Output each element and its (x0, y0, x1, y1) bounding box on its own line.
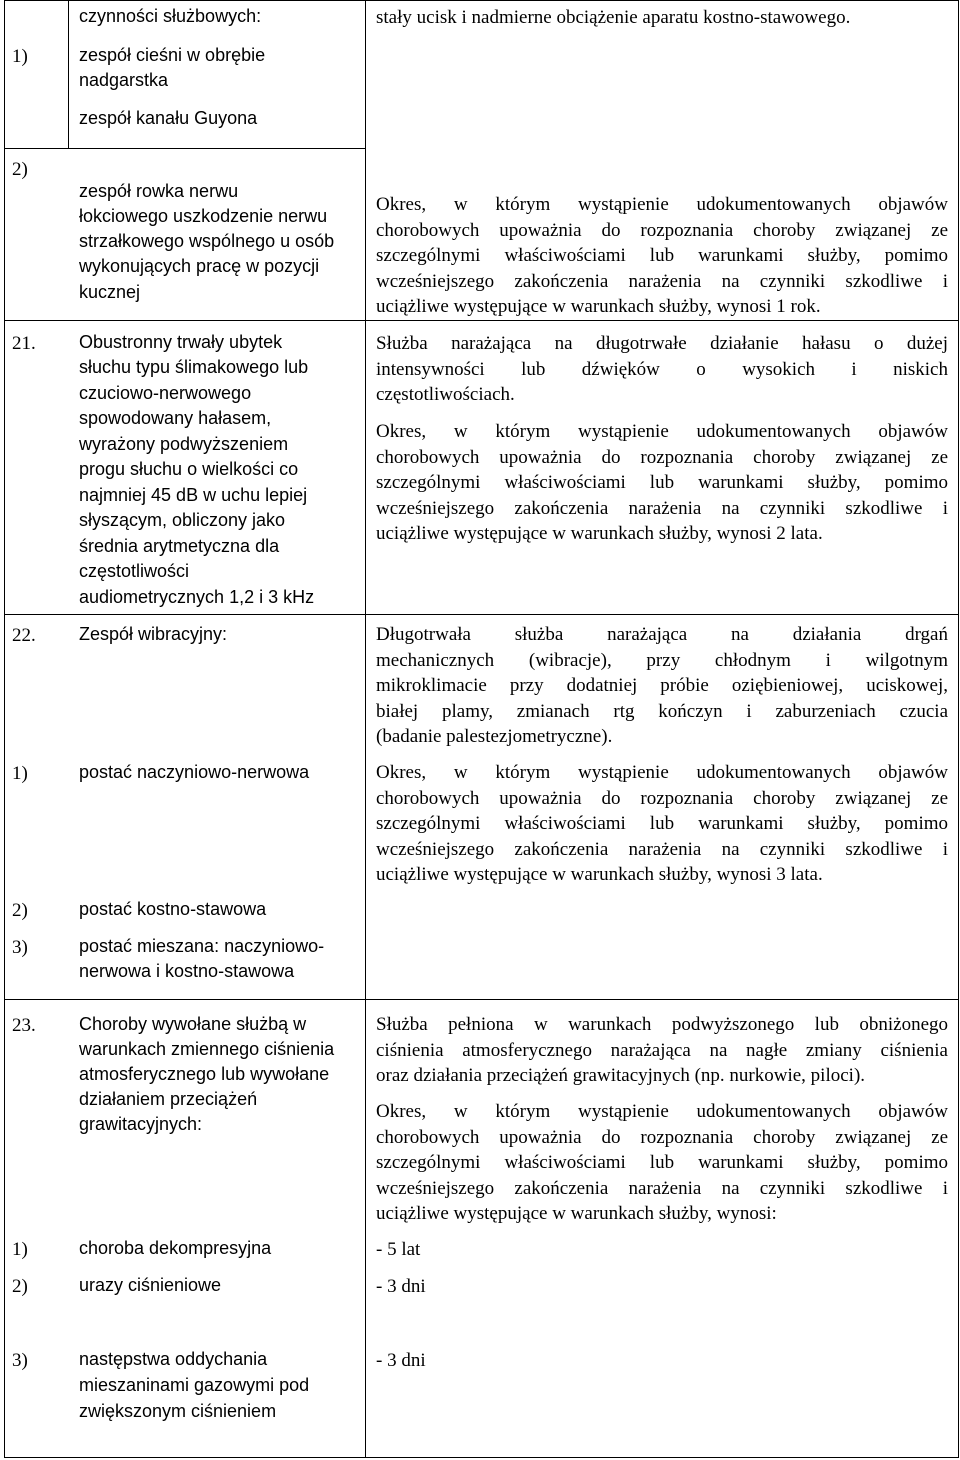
subitem-name: postać kostno-stawowa (79, 899, 267, 919)
condition-continuation: stały ucisk i nadmierne obciążenie aparatu kostno-stawowego. (376, 7, 851, 28)
disease-name: Zespół wibracyjny: (79, 624, 228, 644)
subitem-number: 1) (12, 763, 28, 784)
disease-name: słyszącym, obliczony jako (79, 510, 286, 530)
table-border-left (4, 0, 5, 1458)
disease-name: najmniej 45 dB w uchu lepiej (79, 485, 308, 505)
period-paragraph: Okres, w którym wystąpienie udokumentowanych objawów chorobowych upoważnia do rozpoznania choroby związanej ze szczególnymi właściwościami lub warunkami służby, pomimo wcześniejszego zakończenia narażenia na czynniki szkodliwe i uciążliwe występujące w warunkach służby, wynosi 2 lata. (376, 421, 948, 545)
subitem-name: zespół cieśni w obrębie (79, 45, 266, 65)
subitem-number: 2) (12, 159, 28, 180)
disease-name: audiometrycznych 1,2 i 3 kHz (79, 587, 315, 607)
disease-name: spowodowany hałasem, (79, 408, 272, 428)
subitem-number: 2) (12, 1276, 28, 1297)
table-border-top (4, 0, 959, 1)
column-divider-number (68, 0, 69, 148)
subitem-name: wykonujących pracę w pozycji (79, 256, 320, 276)
disease-name: działaniem przeciążeń (79, 1089, 258, 1109)
disease-name: warunkach zmiennego ciśnienia (79, 1039, 335, 1059)
subitem-name: zwiększonym ciśnieniem (79, 1401, 277, 1421)
subitem-name: choroba dekompresyjna (79, 1238, 272, 1258)
row-divider (4, 320, 959, 321)
disease-name: Obustronny trwały ubytek (79, 332, 283, 352)
condition-paragraph: Długotrwała służba narażająca na działania drgań mechanicznych (wibracje), przy chłodnym i wilgotnym mikroklimacie przy dodatniej próbie oziębieniowej, uciskowej, białej plamy, zmianach rtg kończyn i zaburzeniach czucia (badanie palestezjometryczne). (376, 624, 948, 748)
disease-name: częstotliwości (79, 561, 190, 581)
disease-name: atmosferycznego lub wywołane (79, 1064, 330, 1084)
disease-name: grawitacyjnych: (79, 1114, 203, 1134)
table-border-bottom (4, 1457, 959, 1458)
subitem-name: nerwowa i kostno-stawowa (79, 961, 295, 981)
subitem-name: zespół rowka nerwu (79, 181, 239, 201)
subitem-number: 3) (12, 937, 28, 958)
period-value: - 5 lat (376, 1239, 421, 1260)
subitem-name: mieszaninami gazowymi pod (79, 1375, 310, 1395)
subitem-number: 1) (12, 1239, 28, 1260)
subitem-name: postać naczyniowo-nerwowa (79, 762, 310, 782)
column-divider-content (365, 0, 366, 1458)
row-divider (4, 148, 365, 149)
disease-name: czuciowo-nerwowego (79, 383, 252, 403)
subitem-name: następstwa oddychania (79, 1349, 268, 1369)
table-border-right (958, 0, 959, 1458)
disease-name: wyrażony podwyższeniem (79, 434, 289, 454)
period-value: - 3 dni (376, 1276, 426, 1297)
row-number: 21. (12, 333, 36, 354)
subitem-name: łokciowego uszkodzenie nerwu (79, 206, 328, 226)
subitem-number: 3) (12, 1350, 28, 1371)
subitem-name: kucznej (79, 282, 141, 302)
subitem-name: strzałkowego wspólnego u osób (79, 231, 335, 251)
period-paragraph: Okres, w którym wystąpienie udokumentowanych objawów chorobowych upoważnia do rozpoznania choroby związanej ze szczególnymi właściwościami lub warunkami służby, pomimo wcześniejszego zakończenia narażenia na czynniki szkodliwe i uciążliwe występujące w warunkach służby, wynosi 3 lata. (376, 762, 948, 886)
condition-paragraph: Służba narażająca na długotrwałe działanie hałasu o dużej intensywności lub dźwięków o wysokich i niskich częstotliwościach. (376, 333, 948, 406)
row-divider (4, 614, 959, 615)
subitem-number: 1) (12, 46, 28, 67)
period-paragraph: Okres, w którym wystąpienie udokumentowanych objawów chorobowych upoważnia do rozpoznania choroby związanej ze szczególnymi właściwościami lub warunkami służby, pomimo wcześniejszego zakończenia narażenia na czynniki szkodliwe i uciążliwe występujące w warunkach służby, wynosi 1 rok. (376, 194, 948, 318)
disease-name: słuchu typu ślimakowego lub (79, 357, 309, 377)
subitem-name: nadgarstka (79, 70, 169, 90)
subitem-name: postać mieszana: naczyniowo- (79, 936, 325, 956)
disease-continuation: czynności służbowych: (79, 6, 262, 26)
disease-name: Choroby wywołane służbą w (79, 1014, 307, 1034)
subitem-name: urazy ciśnieniowe (79, 1275, 222, 1295)
subitem-name: zespół kanału Guyona (79, 108, 258, 128)
disease-name: średnia arytmetyczna dla (79, 536, 280, 556)
row-number: 22. (12, 625, 36, 646)
row-divider (4, 999, 959, 1000)
subitem-number: 2) (12, 900, 28, 921)
disease-name: progu słuchu o wielkości co (79, 459, 299, 479)
condition-paragraph: Służba pełniona w warunkach podwyższonego lub obniżonego ciśnienia atmosferycznego narażająca na nagłe zmiany ciśnienia oraz działania przeciążeń grawitacyjnych (np. nurkowie, piloci). (376, 1014, 948, 1087)
period-paragraph: Okres, w którym wystąpienie udokumentowanych objawów chorobowych upoważnia do rozpoznania choroby związanej ze szczególnymi właściwościami lub warunkami służby, pomimo wcześniejszego zakończenia narażenia na czynniki szkodliwe i uciążliwe występujące w warunkach służby, wynosi: (376, 1101, 948, 1225)
row-number: 23. (12, 1015, 36, 1036)
period-value: - 3 dni (376, 1350, 426, 1371)
